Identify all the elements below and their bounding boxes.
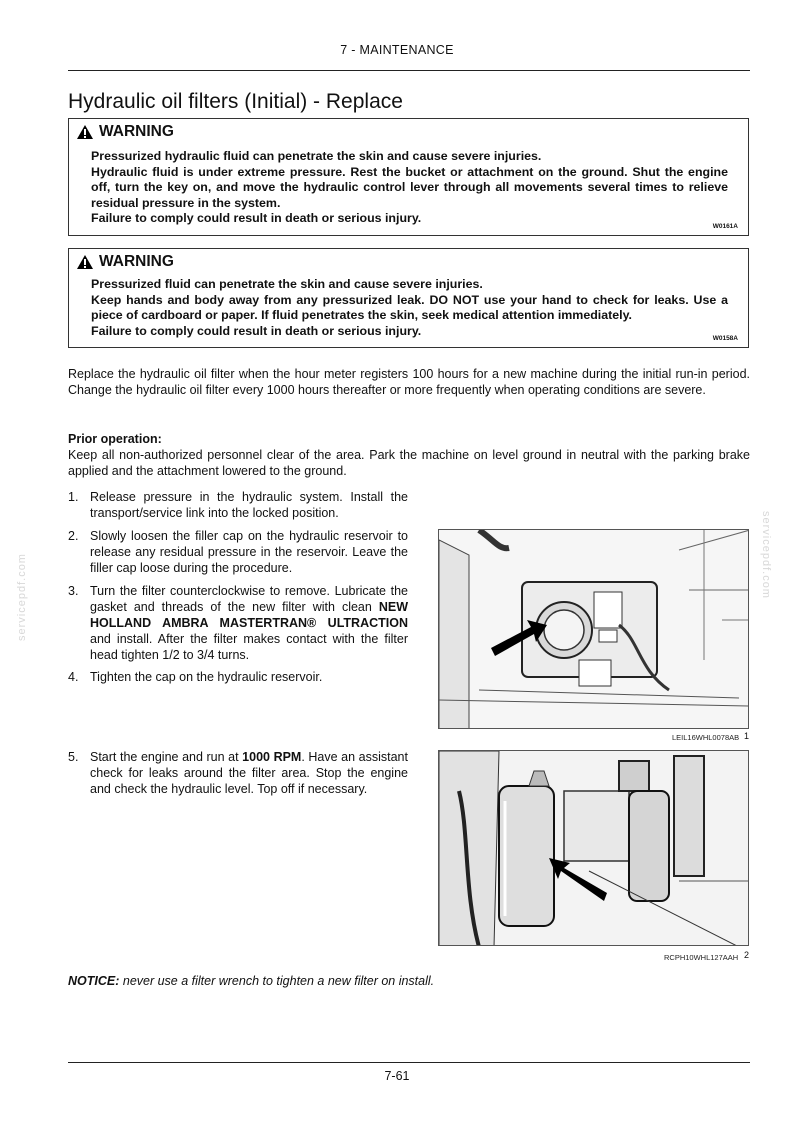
warning-triangle-icon (76, 254, 94, 270)
step-number: 1. (68, 490, 79, 504)
step-text-pre: Turn the filter counterclockwise to remove. Lubricate the gasket and threads of the new filter with clean (90, 584, 408, 614)
lubricant-name: NEW HOLLAND AMBRA MASTERTRAN® ULTRACTION (90, 600, 408, 630)
step-text-post: and install. After the filter makes contact with the filter head tighten 1/2 to 3/4 turns. (90, 632, 408, 662)
figure-1-reservoir-photo (438, 529, 749, 729)
prior-operation-heading: Prior operation: (68, 432, 162, 446)
section-header: 7 - MAINTENANCE (340, 43, 454, 57)
page-number: 7-61 (384, 1069, 410, 1083)
step-2 (68, 528, 408, 576)
warning-triangle-icon (76, 124, 94, 140)
warning-box-leak (68, 248, 749, 348)
notice-text: never use a filter wrench to tighten a new filter on install. (119, 974, 435, 988)
figure-2-filter-photo (438, 750, 749, 946)
step-5 (68, 749, 408, 797)
step-text-post: . Have an assistant check for leaks around the filter area. Stop the engine and check the hydraulic level. Top off if necessary. (90, 750, 408, 796)
warning-box-pressure (68, 118, 749, 236)
notice (68, 973, 750, 989)
warning-line: Pressurized hydraulic fluid can penetrate the skin and cause severe injuries. (91, 149, 542, 163)
step-text: Tighten the cap on the hydraulic reservoir. (90, 670, 323, 684)
page-title: Hydraulic oil filters (Initial) - Replace (68, 90, 403, 113)
figure-1-number: 1 (744, 731, 750, 741)
step-4 (68, 669, 408, 685)
step-number: 3. (68, 584, 79, 598)
warning-text (91, 277, 728, 339)
warning-heading (76, 253, 174, 271)
step-number: 4. (68, 670, 79, 684)
warning-line: Keep hands and body away from any pressurized leak. DO NOT use your hand to check for leaks. Use a piece of cardboard or paper. If fluid penetrates the skin, seek medical attention immediately. (91, 292, 728, 322)
watermark-left: servicepdf.com (16, 553, 28, 641)
step-text (90, 749, 408, 797)
step-text: Slowly loosen the filler cap on the hydraulic reservoir to release any residual pressure in the reservoir. Leave the filler cap loose during the procedure. (90, 529, 408, 575)
filter-illustration (439, 751, 749, 946)
warning-code: W0161A (712, 223, 738, 230)
warning-line: Hydraulic fluid is under extreme pressure. Rest the bucket or attachment on the ground. Shut the engine off, turn the key on, and move the hydraulic control lever through all movements several times to relieve residual pressure in the system. (91, 164, 728, 210)
step-text (90, 583, 408, 663)
warning-heading (76, 123, 174, 141)
intro-paragraph: Replace the hydraulic oil filter when the hour meter registers 100 hours for a new machine during the initial run-in period. Change the hydraulic oil filter every 1000 hours thereafter or more frequently when operating conditions are severe. (68, 367, 750, 397)
notice-label: NOTICE: (68, 974, 120, 988)
warning-text (91, 149, 728, 227)
warning-code: W0158A (712, 335, 738, 342)
figure-2-code: RCPH10WHL127AAH (664, 953, 739, 962)
engine-rpm: 1000 RPM (242, 750, 302, 764)
step-text-pre: Start the engine and run at (90, 750, 243, 764)
warning-line: Failure to comply could result in death or serious injury. (91, 211, 422, 225)
reservoir-illustration (439, 530, 749, 729)
step-number: 5. (68, 750, 79, 764)
header-rule (68, 70, 750, 71)
warning-label: WARNING (99, 123, 174, 140)
step-number: 2. (68, 529, 79, 543)
figure-1-code: LEIL16WHL0078AB (672, 733, 740, 742)
step-3 (68, 583, 408, 663)
warning-line: Pressurized fluid can penetrate the skin and cause severe injuries. (91, 277, 483, 291)
figure-2-number: 2 (744, 950, 750, 960)
step-1 (68, 489, 408, 521)
watermark-right: servicepdf.com (760, 511, 772, 599)
warning-label: WARNING (99, 253, 174, 270)
prior-operation-text: Keep all non-authorized personnel clear of the area. Park the machine on level ground in neutral with the parking brake applied and the attachment lowered to the ground. (68, 448, 750, 478)
warning-line: Failure to comply could result in death or serious injury. (91, 323, 422, 338)
footer-rule (68, 1062, 750, 1063)
step-text: Release pressure in the hydraulic system. Install the transport/service link into the locked position. (90, 490, 408, 520)
